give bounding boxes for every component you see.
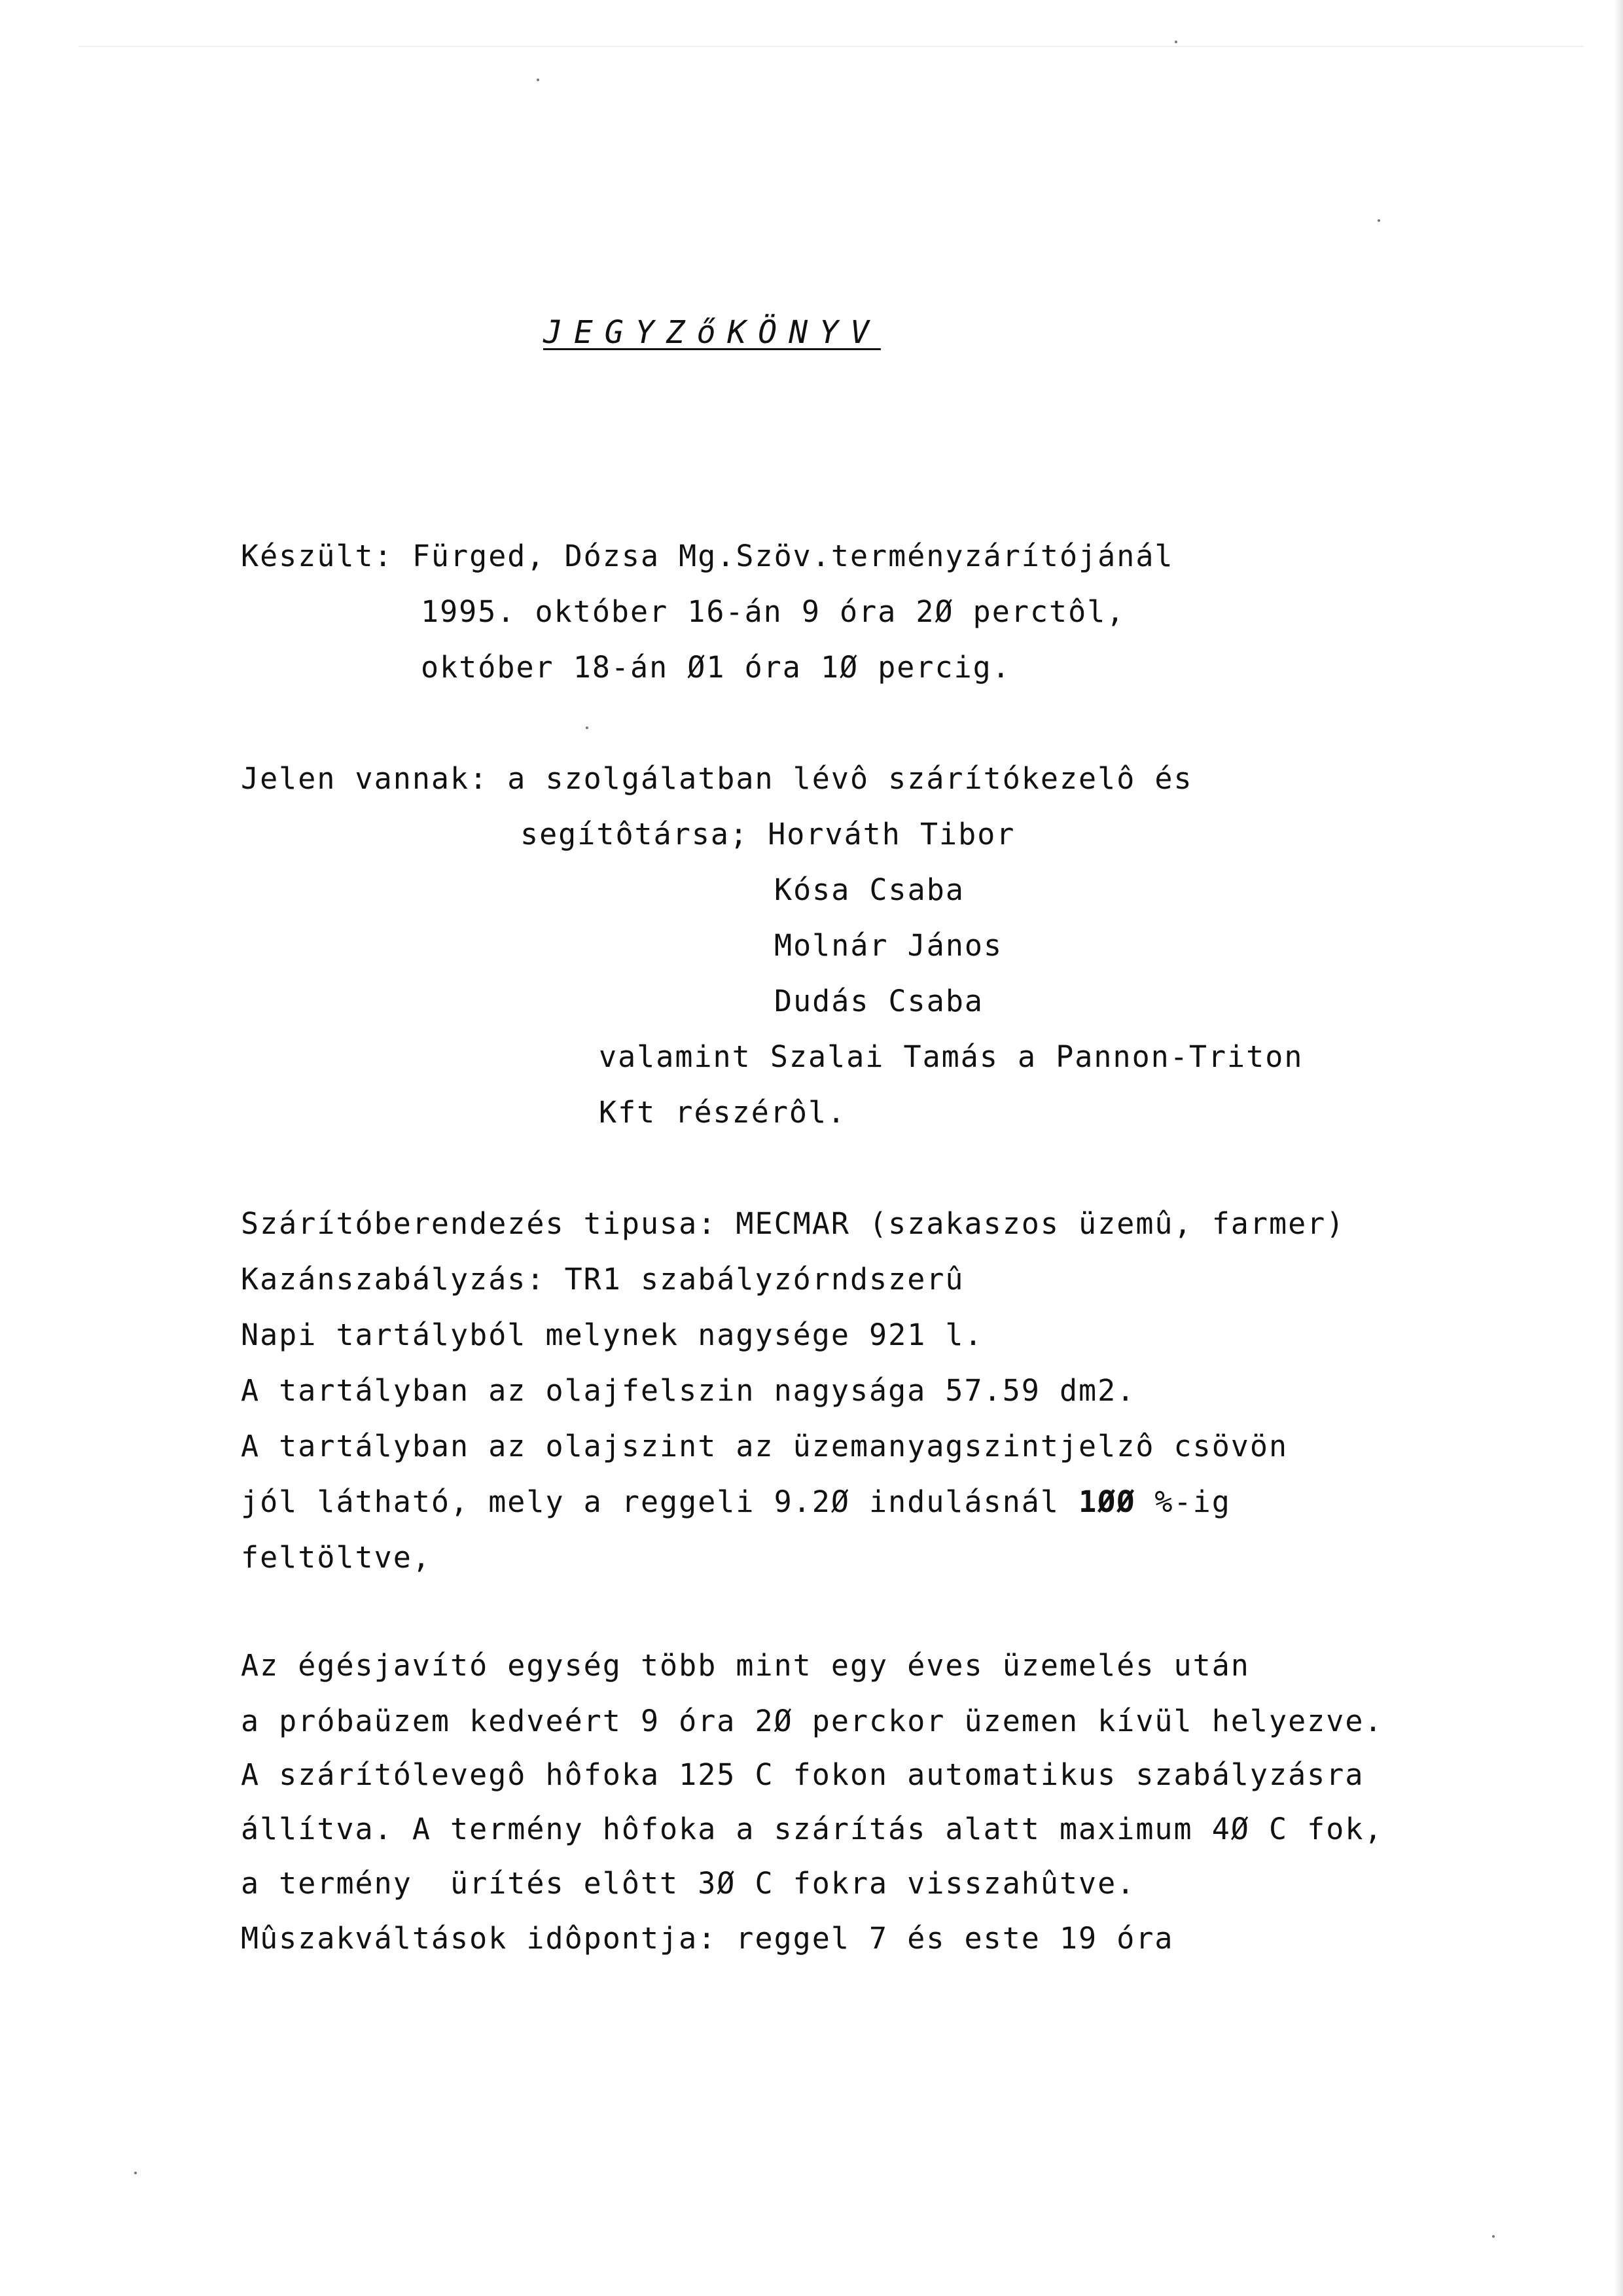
berendezes-line-7: feltöltve,: [241, 1540, 431, 1575]
kesult-line-1: Készült: Fürged, Dózsa Mg.Szöv.terményzárítójánál: [241, 539, 1174, 573]
uzem-line-5: a termény ürítés elôtt 3Ø C fokra visszahûtve.: [241, 1866, 1136, 1901]
scan-speck: [537, 79, 539, 81]
uzem-line-6: Mûszakváltások idôpontja: reggel 7 és este 19 óra: [241, 1921, 1174, 1956]
jelen-line-3: Kósa Csaba: [774, 872, 965, 907]
jelen-line-7: Kft részérôl.: [599, 1095, 847, 1130]
berendezes-line-5: A tartályban az olajszint az üzemanyagszintjelzô csövön: [241, 1429, 1289, 1463]
jelen-line-6: valamint Szalai Tamás a Pannon-Triton: [599, 1039, 1304, 1074]
scan-speck: [1492, 2235, 1495, 2238]
berendezes-line-1: Szárítóberendezés tipusa: MECMAR (szakaszos üzemû, farmer): [241, 1206, 1346, 1241]
jelen-line-1: Jelen vannak: a szolgálatban lévô szárítókezelô és: [241, 761, 1193, 796]
uzem-line-3: A szárítólevegô hôfoka 125 C fokon automatikus szabályzásra: [241, 1757, 1364, 1792]
berendezes-line-4: A tartályban az olajfelszin nagysága 57.59 dm2.: [241, 1373, 1136, 1408]
kesult-line-3: október 18-án Ø1 óra 1Ø percig.: [421, 650, 1011, 685]
uzem-line-2: a próbaüzem kedveért 9 óra 2Ø perckor üzemen kívül helyezve.: [241, 1704, 1383, 1738]
scan-edge-shadow: [1614, 0, 1623, 2296]
kesult-line-2: 1995. október 16-án 9 óra 2Ø perctôl,: [421, 594, 1126, 629]
jelen-line-4: Molnár János: [774, 928, 1003, 963]
jelen-line-5: Dudás Csaba: [774, 984, 984, 1018]
berendezes-line-6: [241, 1482, 1231, 1522]
scan-speck: [1378, 219, 1380, 222]
berendezes-line-3: Napi tartályból melynek nagysége 921 l.: [241, 1318, 984, 1352]
uzem-line-1: Az égésjavító egység több mint egy éves üzemelés után: [241, 1648, 1250, 1683]
scan-top-rule: [79, 46, 1584, 47]
scan-speck: [134, 2172, 137, 2174]
jelen-line-2: segítôtársa; Horváth Tibor: [520, 817, 1016, 852]
document-title: JEGYZőKÖNYV: [543, 314, 881, 351]
berendezes-line-6-post: %-ig: [1135, 1484, 1231, 1519]
berendezes-line-6-pre: jól látható, mely a reggeli 9.2Ø indulásnál: [241, 1484, 1079, 1519]
uzem-line-4: állítva. A termény hôfoka a szárítás alatt maximum 4Ø C fok,: [241, 1812, 1383, 1846]
berendezes-line-6-bold: 1ØØ: [1079, 1484, 1136, 1519]
berendezes-line-2: Kazánszabályzás: TR1 szabályzórndszerû: [241, 1262, 965, 1297]
scan-speck: [1175, 41, 1177, 43]
scan-speck: [586, 726, 588, 729]
